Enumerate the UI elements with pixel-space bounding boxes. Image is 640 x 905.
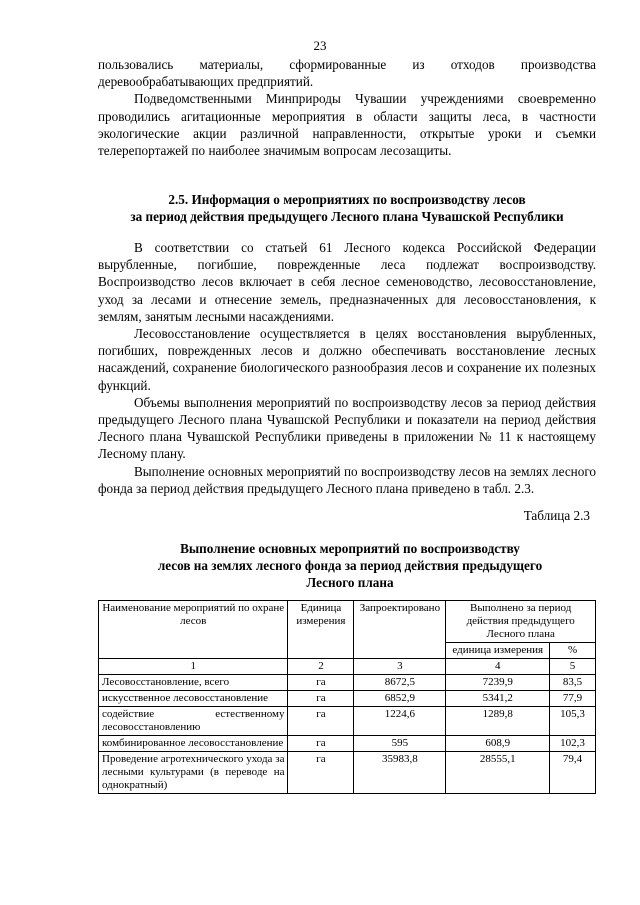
row-pct: 79,4 xyxy=(550,752,596,794)
row-unit: га xyxy=(288,752,354,794)
section-paragraph: Выполнение основных мероприятий по воспроизводству лесов на землях лесного фонда за период действия предыдущего Лесного плана приведено в табл. 2.3. xyxy=(98,463,596,496)
row-name: комбинированное лесовосстановление xyxy=(99,736,288,752)
row-done: 5341,2 xyxy=(446,691,550,707)
row-done: 1289,8 xyxy=(446,707,550,736)
intro-paragraph: Подведомственными Минприроды Чувашии учреждениями своевременно проводились агитационные мероприятия в области защиты леса, в частности экологические акции различной направленности, открытые уроки и съемки телерепортажей по наиболее значимым вопросам лесозащиты. xyxy=(98,91,596,159)
header-unit: Единица измерения xyxy=(288,601,354,659)
column-number-row xyxy=(99,659,596,675)
column-number: 2 xyxy=(288,659,354,675)
table-row xyxy=(99,691,596,707)
table-header-row xyxy=(99,601,596,643)
row-name: искусственное лесовосстановление xyxy=(99,691,288,707)
section-paragraph: Лесовосстановление осуществляется в целях восстановления вырубленных, погибших, поврежденных лесов и должно обеспечивать восстановление лесных насаждений, сохранение биологического разнообразия лесов и сохранение их полезных функций. xyxy=(98,326,596,393)
column-number: 3 xyxy=(354,659,446,675)
page-number: 23 xyxy=(313,38,327,53)
table-title-line: Выполнение основных мероприятий по воспроизводству xyxy=(180,541,520,556)
row-pct: 77,9 xyxy=(550,691,596,707)
row-designed: 8672,5 xyxy=(354,675,446,691)
intro-text xyxy=(98,56,596,159)
table-label: Таблица 2.3 xyxy=(523,508,590,523)
row-name: Лесовосстановление, всего xyxy=(99,675,288,691)
row-done: 608,9 xyxy=(446,736,550,752)
row-name: Проведение агротехнического ухода за лесными культурами (в переводе на однократный) xyxy=(99,752,288,794)
row-designed: 1224,6 xyxy=(354,707,446,736)
table-title xyxy=(130,540,570,591)
row-done: 7239,9 xyxy=(446,675,550,691)
section-title-line: 2.5. Информация о мероприятиях по воспроизводству лесов xyxy=(168,192,526,207)
column-number: 1 xyxy=(99,659,288,675)
data-table xyxy=(98,600,596,794)
table-row xyxy=(99,707,596,736)
row-designed: 35983,8 xyxy=(354,752,446,794)
header-designed: Запроектировано xyxy=(354,601,446,659)
section-paragraph: Объемы выполнения мероприятий по воспроизводству лесов за период действия предыдущего Лесного плана Чувашской Республики и показатели на период действия Лесного плана Чувашской Республики приведены в приложении № 11 к настоящему Лесному плану. xyxy=(98,394,596,462)
row-unit: га xyxy=(288,736,354,752)
row-unit: га xyxy=(288,675,354,691)
section-title xyxy=(90,191,604,225)
section-title-line: за период действия предыдущего Лесного плана Чувашской Республики xyxy=(130,209,564,224)
table-row xyxy=(99,752,596,794)
section-text xyxy=(98,239,596,497)
row-unit: га xyxy=(288,707,354,736)
row-unit: га xyxy=(288,691,354,707)
table-title-line: Лесного плана xyxy=(306,575,394,590)
column-number: 5 xyxy=(550,659,596,675)
column-number: 4 xyxy=(446,659,550,675)
header-name: Наименование мероприятий по охране лесов xyxy=(99,601,288,659)
table-row xyxy=(99,675,596,691)
row-designed: 595 xyxy=(354,736,446,752)
header-done-pct: % xyxy=(550,643,596,659)
row-name: содействие естественному лесовосстановлению xyxy=(99,707,288,736)
row-pct: 83,5 xyxy=(550,675,596,691)
table-title-line: лесов на землях лесного фонда за период действия предыдущего xyxy=(157,558,543,573)
header-done: Выполнено за период действия предыдущего Лесного плана xyxy=(446,601,596,643)
header-done-unit: единица измерения xyxy=(446,643,550,659)
row-pct: 102,3 xyxy=(550,736,596,752)
intro-paragraph: пользовались материалы, сформированные из отходов производства деревообрабатывающих предприятий. xyxy=(98,57,596,90)
row-pct: 105,3 xyxy=(550,707,596,736)
row-designed: 6852,9 xyxy=(354,691,446,707)
table-row xyxy=(99,736,596,752)
section-paragraph: В соответствии со статьей 61 Лесного кодекса Российской Федерации вырубленные, погибшие, поврежденные леса подлежат воспроизводству. Воспроизводство лесов включает в себя лесное семеноводство, лесовосстановление, уход за лесами и отнесение земель, предназначенных для лесовосстановления, к землям, занятым лесными насаждениями. xyxy=(98,240,596,324)
row-done: 28555,1 xyxy=(446,752,550,794)
